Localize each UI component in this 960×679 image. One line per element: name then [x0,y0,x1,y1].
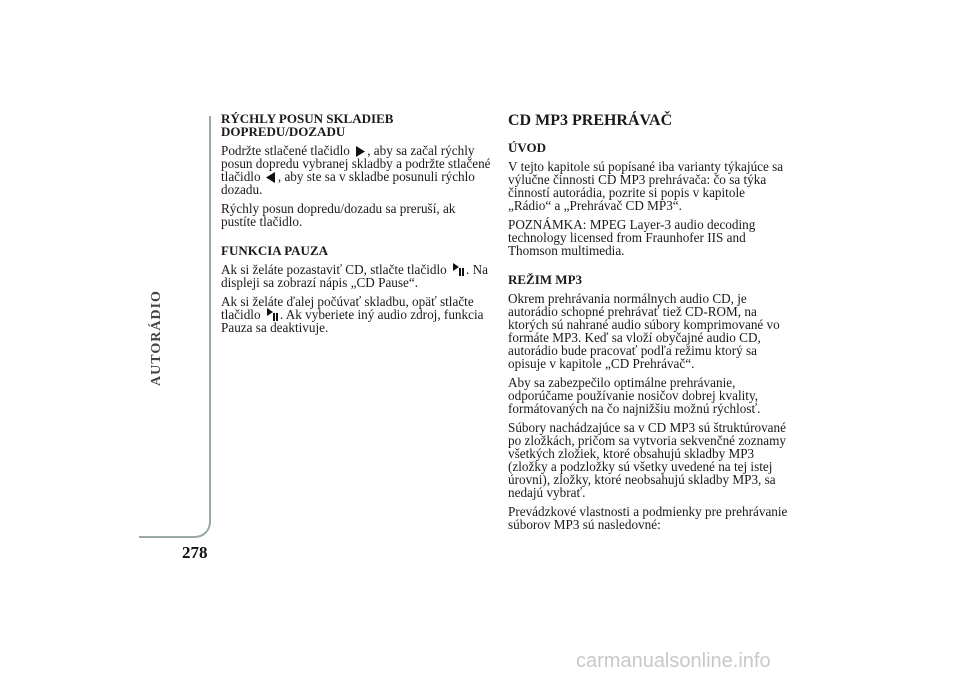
section-title-mp3-mode: REŽIM MP3 [508,272,583,287]
right-column [508,112,788,537]
paragraph: V tejto kapitole sú popísané iba varianty týkajúce sa výlučne činnosti CD MP3 prehrávača: čo sa týka činností autorádia, pozrite si popis v kapitole „Rádio“ a „Prehrávač CD MP3“. [508,159,784,213]
left-column [221,112,491,340]
section-label: AUTORÁDIO [149,290,164,386]
paragraph: Podržte stlačené tlačidlo , aby sa začal rýchly posun dopredu vybranej skladby a podržte stlačené tlačidlo , aby ste sa v skladbe posunuli rýchlo dozadu. [221,143,491,197]
paragraph: Prevádzkové vlastnosti a podmienky pre prehrávanie súborov MP3 sú nasledovné: [508,504,788,532]
pause-icon [452,263,464,276]
section-title-fast-seek: RÝCHLY POSUN SKLADIEB DOPREDU/DOZADU [221,111,394,139]
paragraph: Ak si želáte pozastaviť CD, stlačte tlačidlo . Na displeji sa zobrazí nápis „CD Pause“. [221,262,489,290]
paragraph: Ak si želáte ďalej počúvať skladbu, opäť stlačte tlačidlo . Ak vyberiete iný audio zdroj, funkcia Pauza sa deaktivuje. [221,294,484,335]
watermark: carmanualsonline.info [576,650,771,672]
paragraph: Aby sa zabezpečilo optimálne prehrávanie, odporúčame používanie nosičov dobrej kvality, formátovaných na čo najnižšiu možnú rýchlosť. [508,375,761,416]
paragraph: POZNÁMKA: MPEG Layer-3 audio decoding technology licensed from Fraunhofer IIS and Thomson multimedia. [508,217,756,258]
page-number: 278 [182,543,208,562]
page-title: CD MP3 PREHRÁVAČ [508,112,673,129]
play-left-icon [266,172,276,183]
paragraph: Okrem prehrávania normálnych audio CD, je autorádio schopné prehrávať tiež CD-ROM, na ktorých sú nahrané audio súbory komprimované vo formáte MP3. Keď sa vloží obyčajné audio CD, autorádio bude pracovať podľa režimu ktorý sa opisuje v kapitole „CD Prehrávač“. [508,291,780,371]
paragraph: Rýchly posun dopredu/dozadu sa preruší, ak pustíte tlačidlo. [221,201,456,229]
section-title-intro: ÚVOD [508,140,547,155]
paragraph: Súbory nachádzajúce sa v CD MP3 sú štruktúrované po zložkách, pričom sa vytvoria sekvenčné zoznamy všetkých zložiek, ktoré obsahujú skladby MP3 (zložky a podzložky sú všetky uvedené na tej istej úrovni), zložky, ktoré neobsahujú skladby MP3, sa nedajú vybrať. [508,420,786,500]
section-title-pause: FUNKCIA PAUZA [221,243,329,258]
